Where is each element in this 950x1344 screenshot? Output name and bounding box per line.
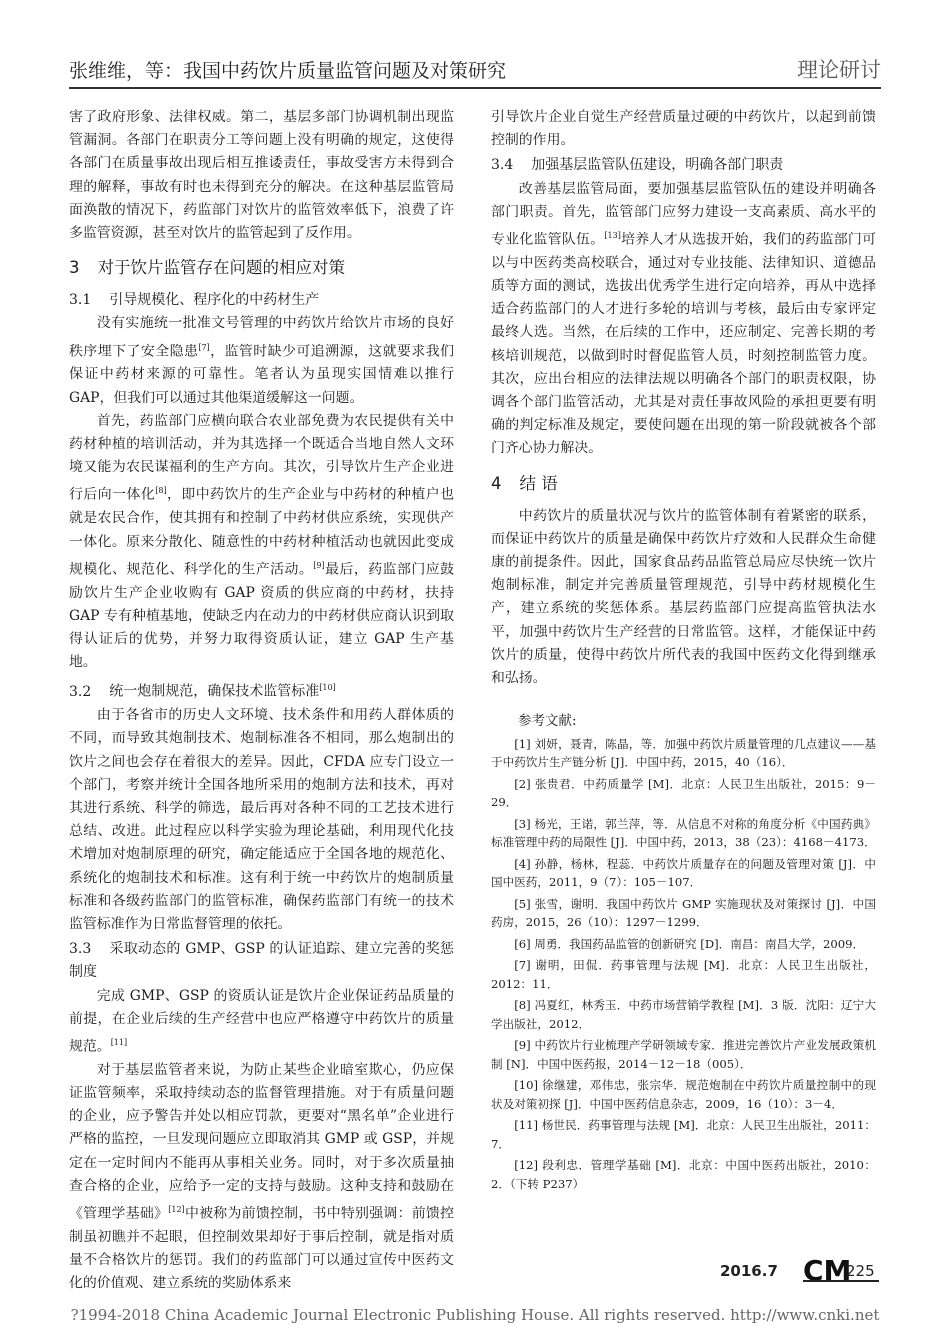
- text-run: 没有实施统一批准文号管理的中药饮片给饮片市场的良好秩序埋下了安全隐患: [69, 315, 454, 360]
- section-number: 3: [69, 258, 80, 278]
- section-title: 对于饮片监管存在问题的相应对策: [97, 258, 345, 278]
- citation-marker: [12]: [168, 1205, 185, 1215]
- text-run: ，即中药饮片的生产企业与中药材的种植户也就是农民合作，使其拥有和控制了中药材供应系统，实现供产一体化。原来分散化、随意性的中药材种植活动也就因此变成规模化、规范化、科学化的生产活动。: [69, 487, 454, 578]
- citation-marker: [11]: [110, 1038, 128, 1048]
- subsection-3-1-heading: [69, 289, 454, 312]
- logo-text: CM: [803, 1254, 852, 1287]
- text-run: 中被称为前馈控制，书中特别强调：前馈控制虽初瞧并不起眼，但控制效果却好于事后控制，就是指对质量不合格饮片的惩罚。我们的药监部门可以通过宣传中医药文化的价值观、建立系统的奖励体系来: [69, 1205, 454, 1292]
- reference-item: [6] 周勇．我国药品监管的创新研究 [D]．南昌：南昌大学，2009．: [514, 936, 865, 951]
- subsection-number: 3.4: [491, 157, 514, 174]
- text-run: 首先，药监部门应横向联合农业部免费为农民提供有关中药材种植的培训活动，并为其选择一个既适合当地自然人文环境又能为农民谋福利的生产方向。其次，引导饮片生产企业进行后向一体化: [69, 412, 454, 504]
- paragraph: [69, 985, 454, 1059]
- subsection-3-4-heading: [491, 154, 876, 177]
- running-title: 张维维，等：我国中药饮片质量监管问题及对策研究: [69, 60, 507, 82]
- section-4-heading: [491, 471, 876, 497]
- reference-item: [10] 徐继建，邓伟忠，张宗华．规范炮制在中药饮片质量控制中的现状及对策初探 [J]．中国中医药信息杂志，2009，16（10）：3－4．: [491, 1078, 876, 1111]
- citation-marker: [7]: [198, 342, 210, 352]
- reference-item: [3] 杨光，王诺，郭兰萍，等．从信息不对称的角度分析《中国药典》标准管理中药的局限性 [J]．中国中药，2013，38（23）：4168－4173．: [491, 816, 876, 850]
- page-number: 225: [846, 1262, 875, 1280]
- paragraph: [69, 410, 454, 674]
- subsection-number: 3.2: [69, 684, 92, 700]
- issue-date: 2016.7: [720, 1262, 778, 1280]
- subsection-number: 3.1: [69, 292, 92, 309]
- running-header: [69, 56, 881, 86]
- section-3-heading: [69, 255, 454, 281]
- reference-item: [7] 谢明，田侃．药事管理与法规 [M]．北京：人民卫生出版社，2012：11．: [491, 958, 876, 991]
- right-column: [491, 106, 876, 1196]
- text-run: 培养人才从选拔开始，我们的药监部门可以与中医药类高校联合，通过对专业技能、法律知识、道德品质等方面的测试，选拔出优秀学生进行定向培养，再从中选择适合药监部门的人才进行多轮的培训与考核，最后由专家评定最终人选。当然，在后续的工作中，还应制定、完善长期的考核培训规范，以做到时时督促监管人员，时刻控制监管力度。其次，应出台相应的法律法规以明确各个部门的职责权限，协调各个部门监管活动，尤其是对责任事故风险的承担更要有明确的判定标准及规定，要使问题在出现的第一阶段就被各个部门齐心协力解决。: [491, 231, 876, 457]
- copyright-notice: ?1994-2018 China Academic Journal Electronic Publishing House. All rights reserved. http://www.cnki.net: [70, 1306, 880, 1324]
- section-title: 结 语: [519, 473, 558, 493]
- subsection-number: 3.3: [69, 941, 92, 958]
- reference-item: [11] 杨世民．药事管理与法规 [M]．北京：人民卫生出版社，2011：7．: [491, 1118, 876, 1151]
- reference-item: [9] 中药饮片行业梳理产学研领域专家．推进完善饮片产业发展政策机制 [N]．中国中医药报，2014－12－18（005）．: [491, 1038, 876, 1071]
- paragraph: 害了政府形象、法律权威。第二，基层多部门协调机制出现监管漏洞。各部门在职责分工等问题上没有明确的规定，这使得各部门在质量事故出现后相互推诿责任，事故受害方未得到合理的解释，事故有时也未得到充分的解决。在这种基层监管局面涣散的情况下，药监部门对饮片的监管效率低下，浪费了许多监管资源，甚至对饮片的监管起到了反作用。: [69, 109, 454, 242]
- footer-rule: [803, 1280, 879, 1282]
- subsection-3-3-heading: [69, 938, 454, 984]
- subsection-3-2-heading: [69, 676, 454, 704]
- text-run: 最后，药监部门应鼓励饮片生产企业收购有 GAP 资质的供应商的中药材，扶持 GAP 专有种植基地，使缺乏内在动力的中药材供应商认识到取得认证后的优势，并努力取得资质认证，建立 GAP 生产基地。: [69, 561, 454, 671]
- paragraph: 中药饮片的质量状况与饮片的监管体制有着紧密的联系，而保证中药饮片的质量是确保中药饮片疗效和人民群众生命健康的前提条件。因此，国家食品药品监管总局应尽快统一饮片炮制标准，制定并完善质量管理规范，引导中药材规模化生产，建立系统的奖惩体系。基层药监部门应提高监管执法水平，加强中药饮片生产经营的日常监管。这样，才能保证中药饮片的质量，使得中药饮片所代表的我国中医药文化得到继承和弘扬。: [491, 507, 876, 687]
- subsection-title: 统一炮制规范，确保技术监管标准: [109, 684, 320, 700]
- text-run: ，监管时缺少可追溯源，这就要求我们保证中药材来源的可靠性。笔者认为虽现实国情难以推行 GAP，但我们可以通过其他渠道缓解这一问题。: [69, 343, 454, 406]
- section-label: 理论研讨: [797, 58, 881, 82]
- paragraph: [491, 178, 876, 461]
- section-number: 4: [491, 473, 502, 493]
- paragraph: 由于各省市的历史人文环境、技术条件和用药人群体质的不同，而导致其炮制技术、炮制标准各不相同，那么炮制出的饮片之间也会存在着很大的差异。因此，CFDA 应专门设立一个部门，考察并统计全国各地所采用的炮制方法和技术，再对其进行系统、科学的筛选，最后再对各种不同的工艺技术进行总结、改进。此过程应以科学实验为理论基础，利用现代化技术增加对炮制原理的研究，确定能适应于全国各地的规范化、系统化的炮制技术和标准。这有利于统一中药饮片的炮制质量标准和各级药监部门的监管标准，确保药监部门有统一的技术监管标准作为日常监督管理的依托。: [69, 707, 454, 933]
- text-run: 对于基层监管者来说，为防止某些企业暗室欺心，仍应保证监管频率，采取持续动态的监督管理措施。对于有质量问题的企业，应予警告并处以相应罚款，更要对“黑名单”企业进行严格的监控，一旦发现问题应立即取消其 GMP 或 GSP，并规定在一定时间内不能再从事相关业务。同时，对于多次质量抽查合格的企业，应给予一定的支持与鼓励。这种支持和鼓励在《管理学基础》: [69, 1061, 454, 1222]
- reference-item: [2] 张贵君．中药质量学 [M]．北京：人民卫生出版社，2015：9－29．: [491, 776, 876, 810]
- subsection-title: 加强基层监管队伍建设，明确各部门职责: [531, 157, 784, 174]
- header-rule: [69, 87, 881, 89]
- references-title: 参考文献:: [518, 713, 577, 730]
- paragraph: [69, 1059, 454, 1296]
- subsection-title: 采取动态的 GMP、GSP 的认证追踪、建立完善的奖惩制度: [69, 941, 454, 981]
- reference-item: [4] 孙静，杨林，程蕊．中药饮片质量存在的问题及管理对策 [J]．中国中医药，2011，9（7）：105－107．: [491, 856, 876, 890]
- reference-item: [12] 段利忠．管理学基础 [M]．北京：中国中医药出版社，2010：2．（下转 P237）: [491, 1158, 876, 1191]
- citation-marker: [13]: [604, 231, 621, 241]
- subsection-title: 引导规模化、程序化的中药材生产: [109, 292, 320, 309]
- references: [491, 712, 876, 1193]
- reference-item: [1] 刘妍，聂青，陈晶，等．加强中药饮片质量管理的几点建议——基于中药饮片生产链分析 [J]．中国中药，2015，40（16）．: [491, 736, 876, 770]
- reference-item: [8] 冯夏红，林秀玉．中药市场营销学教程 [M]．3 版．沈阳：辽宁大学出版社，2012．: [491, 998, 876, 1031]
- citation-marker: [8]: [155, 486, 167, 496]
- text-run: 完成 GMP、GSP 的资质认证是饮片企业保证药品质量的前提，在企业后续的生产经营中也应严格遵守中药饮片的质量规范。: [69, 987, 454, 1055]
- paragraph: [69, 312, 454, 409]
- citation-marker: [9]: [313, 560, 325, 570]
- citation-marker: [10]: [319, 683, 336, 693]
- left-column: [69, 106, 454, 1296]
- reference-item: [5] 张雪，谢明．我国中药饮片 GMP 实施现状及对策探讨 [J]．中国药房，2015，26（10）：1297－1299．: [491, 896, 876, 930]
- paragraph: 引导饮片企业自觉生产经营质量过硬的中药饮片，以起到前馈控制的作用。: [491, 109, 876, 149]
- text-run: 改善基层监管局面，要加强基层监管队伍的建设并明确各部门职责。首先，监管部门应努力建设一支高素质、高水平的专业化监管队伍。: [491, 180, 876, 248]
